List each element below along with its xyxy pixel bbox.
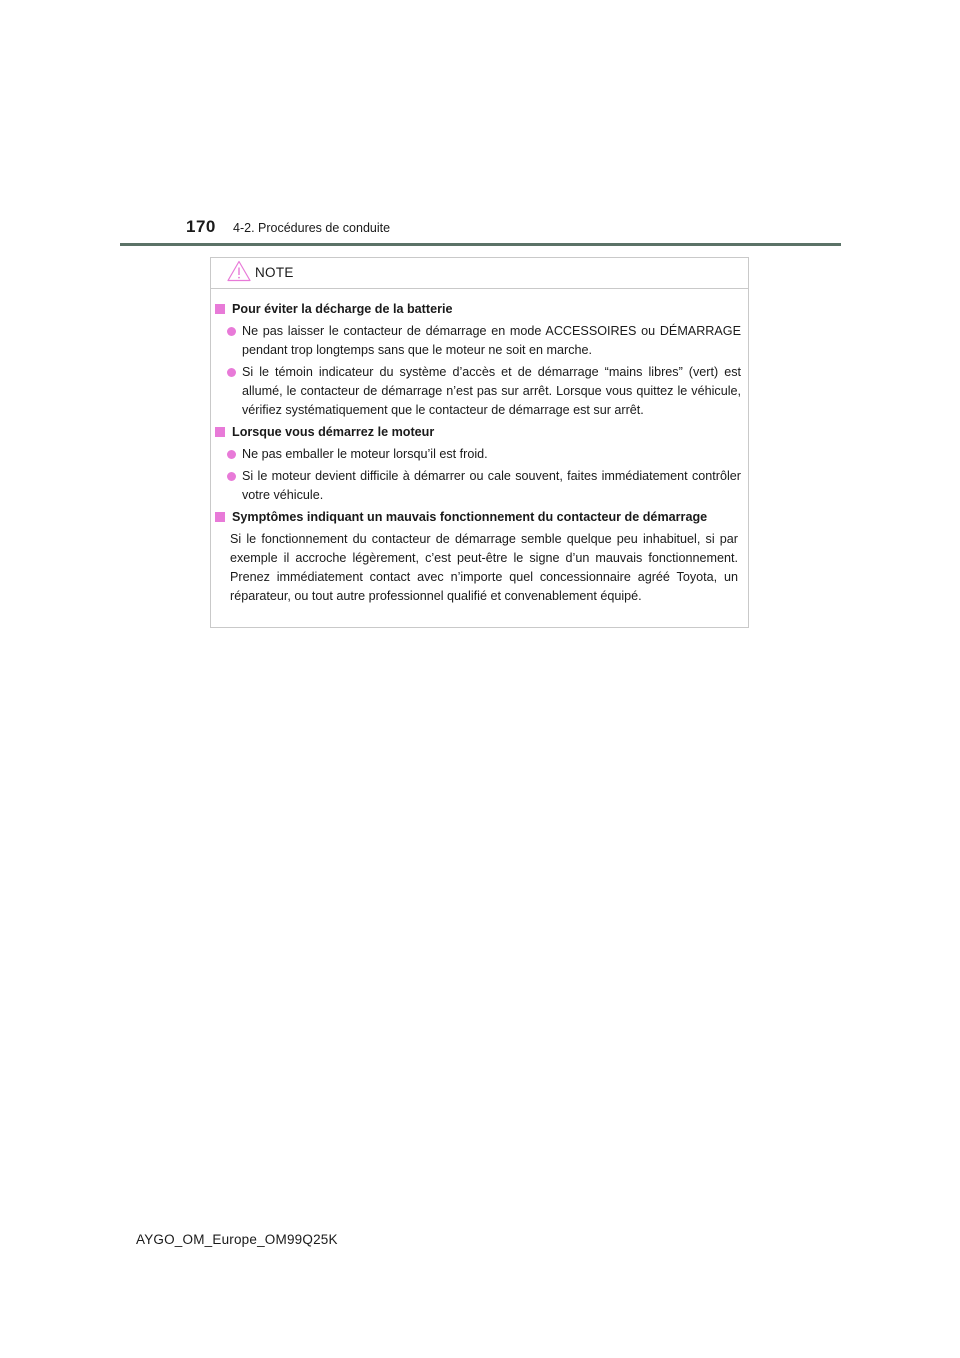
warning-triangle-icon [227,260,251,282]
page-number: 170 [186,217,216,236]
note-body [211,300,748,606]
header-rule [120,243,841,246]
heading-text: Pour éviter la décharge de la batterie [232,302,453,316]
footer-code: AYGO_OM_Europe_OM99Q25K [136,1232,338,1247]
list-item [211,322,741,360]
bullet-text: Ne pas laisser le contacteur de démarrage en mode ACCESSOIRES ou DÉMARRAGE pendant trop longtemps sans que le moteur ne soit en marche. [242,324,741,357]
section-heading-battery [214,300,742,319]
section-heading-symptoms [214,508,742,527]
list-item [211,467,741,505]
round-bullet-icon [227,327,236,336]
section-title: 4-2. Procédures de conduite [233,221,391,235]
square-bullet-icon [215,304,225,314]
square-bullet-icon [215,512,225,522]
heading-text: Symptômes indiquant un mauvais fonctionnement du contacteur de démarrage [232,510,708,524]
heading-text: Lorsque vous démarrez le moteur [232,425,435,439]
square-bullet-icon [215,427,225,437]
bullet-text: Si le moteur devient difficile à démarrer ou cale souvent, faites immédiatement contrôler votre véhicule. [242,469,741,502]
round-bullet-icon [227,368,236,377]
list-item [211,445,741,464]
section-heading-start [214,423,742,442]
note-title: NOTE [255,265,294,280]
round-bullet-icon [227,450,236,459]
bullet-text: Ne pas emballer le moteur lorsqu’il est froid. [242,447,488,461]
bullet-text: Si le témoin indicateur du système d’accès et de démarrage “mains libres” (vert) est allumé, le contacteur de démarrage n’est pas sur arrêt. Lorsque vous quittez le véhicule, vérifiez systématiquement que le contacteur de démarrage est sur arrêt. [242,365,741,417]
note-box [210,257,749,628]
section-paragraph: Si le fonctionnement du contacteur de démarrage semble quelque peu inhabituel, si par exemple il accroche légèrement, c’est peut-être le signe d’un mauvais fonctionnement. Prenez immédiatement contact avec n’importe quel concessionnaire agréé Toyota, un réparateur, ou tout autre professionnel qualifié et convenablement équipé. [230,532,738,603]
note-header [211,258,748,289]
list-item [211,363,741,420]
round-bullet-icon [227,472,236,481]
